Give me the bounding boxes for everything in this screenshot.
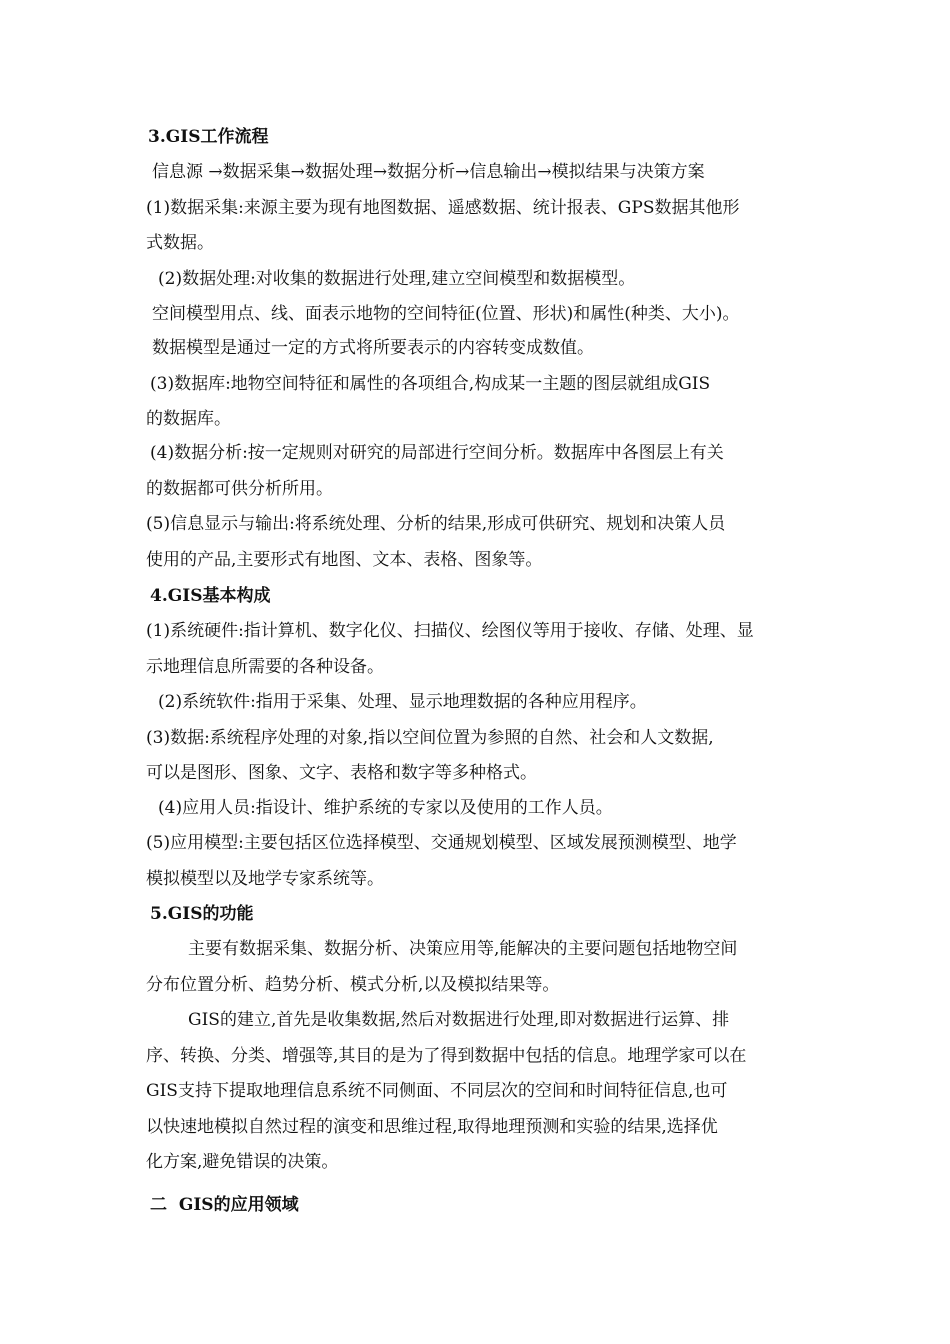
- s4-item3-line1: (3)数据:系统程序处理的对象,指以空间位置为参照的自然、社会和人文数据,: [146, 728, 714, 748]
- s3-item2-data-model: 数据模型是通过一定的方式将所要表示的内容转变成数值。: [152, 338, 594, 358]
- section-5-heading: 5.GIS的功能: [150, 904, 254, 924]
- s5-p2-line2: 序、转换、分类、增强等,其目的是为了得到数据中包括的信息。地理学家可以在: [146, 1046, 747, 1066]
- s5-p2-line5: 化方案,避免错误的决策。: [146, 1152, 339, 1172]
- s3-item1-line2: 式数据。: [146, 233, 214, 253]
- s5-p1-line2: 分布位置分析、趋势分析、模式分析,以及模拟结果等。: [146, 975, 560, 995]
- workflow-line: 信息源 →数据采集→数据处理→数据分析→信息输出→模拟结果与决策方案: [152, 162, 705, 182]
- s4-item1-line2: 示地理信息所需要的各种设备。: [146, 657, 384, 677]
- s4-item4: (4)应用人员:指设计、维护系统的专家以及使用的工作人员。: [158, 798, 613, 818]
- s3-item2-spatial-model: 空间模型用点、线、面表示地物的空间特征(位置、形状)和属性(种类、大小)。: [152, 304, 740, 324]
- s3-item1-line1: (1)数据采集:来源主要为现有地图数据、遥感数据、统计报表、GPS数据其他形: [146, 198, 740, 218]
- s3-item4-line1: (4)数据分析:按一定规则对研究的局部进行空间分析。数据库中各图层上有关: [150, 443, 724, 463]
- s5-p2-line1: GIS的建立,首先是收集数据,然后对数据进行处理,即对数据进行运算、排: [188, 1010, 730, 1030]
- section-two-heading: 二 GIS的应用领域: [150, 1195, 299, 1215]
- s3-item5-line1: (5)信息显示与输出:将系统处理、分析的结果,形成可供研究、规划和决策人员: [146, 514, 726, 534]
- s3-item4-line2: 的数据都可供分析所用。: [146, 479, 333, 499]
- section-4-heading: 4.GIS基本构成: [150, 586, 271, 606]
- s3-item3-line2: 的数据库。: [146, 409, 231, 429]
- s4-item3-line2: 可以是图形、图象、文字、表格和数字等多种格式。: [146, 763, 537, 783]
- s3-item3-line1: (3)数据库:地物空间特征和属性的各项组合,构成某一主题的图层就组成GIS: [150, 374, 711, 394]
- s3-item2: (2)数据处理:对收集的数据进行处理,建立空间模型和数据模型。: [158, 269, 636, 289]
- s5-p1-line1: 主要有数据采集、数据分析、决策应用等,能解决的主要问题包括地物空间: [188, 939, 738, 959]
- s3-item5-line2: 使用的产品,主要形式有地图、文本、表格、图象等。: [146, 550, 543, 570]
- s4-item5-line1: (5)应用模型:主要包括区位选择模型、交通规划模型、区域发展预测模型、地学: [146, 833, 737, 853]
- section-3-heading: 3.GIS工作流程: [148, 127, 269, 147]
- s4-item1-line1: (1)系统硬件:指计算机、数字化仪、扫描仪、绘图仪等用于接收、存储、处理、显: [146, 621, 754, 641]
- s4-item2: (2)系统软件:指用于采集、处理、显示地理数据的各种应用程序。: [158, 692, 647, 712]
- s4-item5-line2: 模拟模型以及地学专家系统等。: [146, 869, 384, 889]
- s5-p2-line3: GIS支持下提取地理信息系统不同侧面、不同层次的空间和时间特征信息,也可: [146, 1081, 728, 1101]
- s5-p2-line4: 以快速地模拟自然过程的演变和思维过程,取得地理预测和实验的结果,选择优: [146, 1117, 718, 1137]
